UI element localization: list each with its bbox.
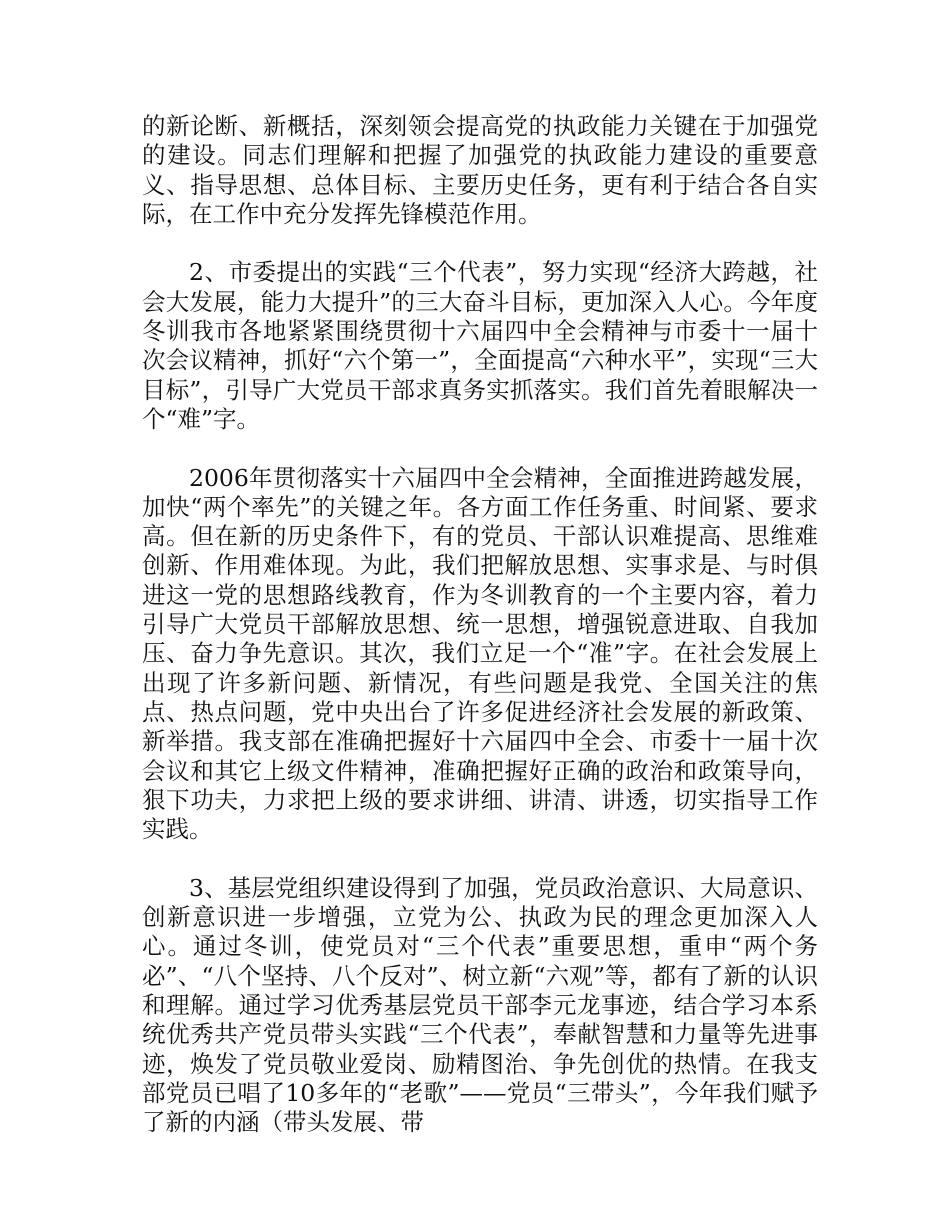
paragraph-2006: 2006年贯彻落实十六届四中全会精神，全面推进跨越发展，加快“两个率先”的关键之年。各方面工作任务重、时间紧、要求高。但在新的历史条件下，有的党员、干部认识难提高、思维难创新、作用难体现。为此，我们把解放思想、实事求是、与时俱进这一党的思想路线教育，作为冬训教育的一个主要内容，着力引导广大党员干部解放思想、统一思想，增强锐意进取、自我加压、奋力争先意识。其次，我们立足一个“准”字。在社会发展上出现了许多新问题、新情况，有些问题是我党、全国关注的焦点、热点问题，党中央出台了许多促进经济社会发展的新政策、新举措。我支部在准确把握好十六届四中全会、市委十一届十次会议和其它上级文件精神，准确把握好正确的政治和政策导向，狠下功夫，力求把上级的要求讲细、讲清、讲透，切实指导工作实践。	[142, 463, 818, 844]
paragraph-point-2: 2、市委提出的实践“三个代表”，努力实现“经济大跨越，社会大发展，能力大提升”的三大奋斗目标，更加深入人心。今年度冬训我市各地紧紧围绕贯彻十六届四中全会精神与市委十一届十次会议精神，抓好“六个第一”，全面提高“六种水平”，实现“三大目标”，引导广大党员干部求真务实抓落实。我们首先着眼解决一个“难”字。	[142, 258, 818, 433]
paragraph-point-3: 3、基层党组织建设得到了加强，党员政治意识、大局意识、创新意识进一步增强，立党为公、执政为民的理念更加深入人心。通过冬训，使党员对“三个代表”重要思想，重申“两个务必”、“八个坚持、八个反对”、树立新“六观”等，都有了新的认识和理解。通过学习优秀基层党员干部李元龙事迹，结合学习本系统优秀共产党员带头实践“三个代表”，奉献智慧和力量等先进事迹，焕发了党员敬业爱岗、励精图治、争先创优的热情。在我支部党员已唱了10多年的“老歌”——党员“三带头”，今年我们赋予了新的内涵（带头发展、带	[142, 873, 818, 1137]
document-body	[142, 112, 818, 1167]
paragraph-continuation: 的新论断、新概括，深刻领会提高党的执政能力关键在于加强党的建设。同志们理解和把握了加强党的执政能力建设的重要意义、指导思想、总体目标、主要历史任务，更有利于结合各自实际，在工作中充分发挥先锋模范作用。	[142, 112, 818, 228]
